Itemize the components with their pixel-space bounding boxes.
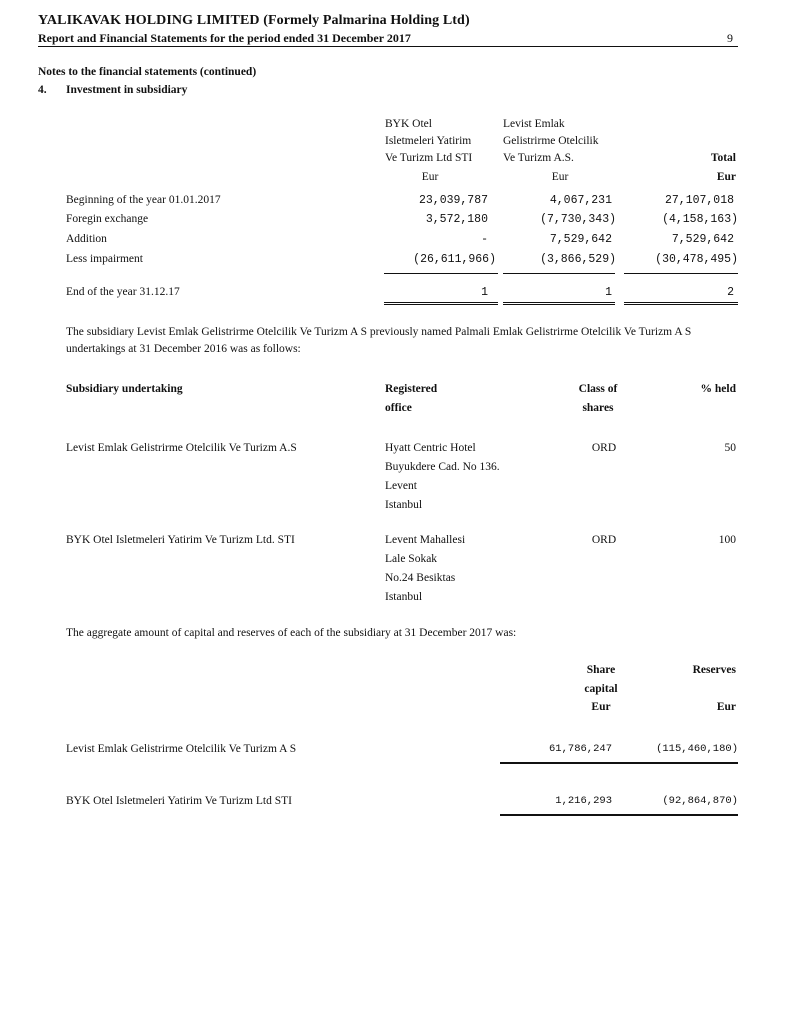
share-class: ORD xyxy=(591,534,617,546)
section-title: Investment in subsidiary xyxy=(66,84,188,96)
total-value: 1 xyxy=(481,286,488,299)
header-rule xyxy=(38,46,738,47)
col2-header-line2: Gelistrirme Otelcilik xyxy=(503,135,599,147)
row-value: (30,478,495) xyxy=(655,253,738,266)
row-label: Addition xyxy=(66,233,107,245)
row-value: (4,158,163) xyxy=(662,213,738,226)
row-value: (26,611,966) xyxy=(413,253,496,266)
held-header: % held xyxy=(700,383,736,395)
subtotal-rule xyxy=(503,273,615,274)
row-value: 7,529,642 xyxy=(549,233,612,246)
col1-currency: Eur xyxy=(421,171,439,183)
total-rule xyxy=(503,304,615,305)
office-line: Istanbul xyxy=(385,591,423,603)
row-value: (7,730,343) xyxy=(540,213,616,226)
share-capital-header-line2: capital xyxy=(584,683,618,695)
reserves-header-line2: Eur xyxy=(716,701,736,713)
office-line: Hyatt Centric Hotel xyxy=(385,442,476,454)
paragraph-capital-note: The aggregate amount of capital and reserves of each of the subsidiary at 31 December 2017 was: xyxy=(66,627,517,639)
percent-held: 50 xyxy=(724,442,736,454)
capital-row-name: BYK Otel Isletmeleri Yatirim Ve Turizm Ltd STI xyxy=(66,795,292,807)
total-rule xyxy=(384,304,498,305)
registered-office-header-line1: Registered xyxy=(385,383,438,395)
row-rule xyxy=(500,762,738,764)
total-rule xyxy=(624,302,738,303)
col1-header-line3: Ve Turizm Ltd STI xyxy=(385,152,473,164)
share-capital-header-line1: Share xyxy=(586,664,616,676)
report-subtitle: Report and Financial Statements for the period ended 31 December 2017 xyxy=(38,31,411,45)
row-value: (3,866,529) xyxy=(540,253,616,266)
row-value: 3,572,180 xyxy=(425,213,488,226)
total-row-label: End of the year 31.12.17 xyxy=(66,286,180,298)
share-capital-header-line3: Eur xyxy=(591,701,611,713)
reserves-value: (92,864,870) xyxy=(662,795,738,807)
percent-held: 100 xyxy=(718,534,736,546)
total-value: 1 xyxy=(605,286,612,299)
total-rule xyxy=(624,304,738,305)
row-label: Less impairment xyxy=(66,253,143,265)
col1-header-line1: BYK Otel xyxy=(385,118,432,130)
col3-currency: Eur xyxy=(716,171,736,183)
row-value: 23,039,787 xyxy=(418,194,488,207)
row-label: Foregin exchange xyxy=(66,213,149,225)
office-line: Istanbul xyxy=(385,499,423,511)
office-line: Lale Sokak xyxy=(385,553,438,565)
class-header-line2: shares xyxy=(582,402,614,414)
col2-currency: Eur xyxy=(551,171,569,183)
subtotal-rule xyxy=(624,273,738,274)
office-line: No.24 Besiktas xyxy=(385,572,456,584)
paragraph-subsidiary-note: The subsidiary Levist Emlak Gelistrirme Otelcilik Ve Turizm A S previously named Palmali Emlak Gelistrirme Otelcilik Ve Turizm A S undertakings at 31 December 2016 was as follows: xyxy=(66,326,692,355)
col3-header: Total xyxy=(710,152,736,164)
office-line: Levent Mahallesi xyxy=(385,534,466,546)
registered-office-header-line2: office xyxy=(385,402,412,414)
total-rule xyxy=(503,302,615,303)
row-rule xyxy=(500,814,738,816)
capital-row-name: Levist Emlak Gelistrirme Otelcilik Ve Turizm A S xyxy=(66,743,297,755)
share-class: ORD xyxy=(591,442,617,454)
section-number: 4. xyxy=(38,84,47,96)
report-title: YALIKAVAK HOLDING LIMITED (Formely Palmarina Holding Ltd) xyxy=(38,13,470,28)
share-capital-value: 1,216,293 xyxy=(555,795,612,807)
col2-header-line1: Levist Emlak xyxy=(503,118,565,130)
office-line: Levent xyxy=(385,480,417,492)
row-value: 27,107,018 xyxy=(664,194,734,207)
subtotal-rule xyxy=(384,273,498,274)
row-label: Beginning of the year 01.01.2017 xyxy=(66,194,221,206)
office-line: Buyukdere Cad. No 136. xyxy=(385,461,500,473)
undertaking-name: BYK Otel Isletmeleri Yatirim Ve Turizm Ltd. STI xyxy=(66,534,295,546)
reserves-header-line1: Reserves xyxy=(692,664,736,676)
class-header-line1: Class of xyxy=(578,383,618,395)
row-value: 4,067,231 xyxy=(549,194,612,207)
col2-header-line3: Ve Turizm A.S. xyxy=(503,152,574,164)
page-number: 9 xyxy=(727,31,733,45)
col1-header-line2: Isletmeleri Yatirim xyxy=(385,135,472,147)
share-capital-value: 61,786,247 xyxy=(548,743,612,755)
total-rule xyxy=(384,302,498,303)
row-value: 7,529,642 xyxy=(671,233,734,246)
row-value: - xyxy=(481,233,488,246)
undertaking-name: Levist Emlak Gelistrirme Otelcilik Ve Turizm A.S xyxy=(66,442,297,454)
notes-heading: Notes to the financial statements (continued) xyxy=(38,66,257,78)
undertaking-header: Subsidiary undertaking xyxy=(66,383,183,395)
total-value: 2 xyxy=(727,286,734,299)
reserves-value: (115,460,180) xyxy=(656,743,738,755)
